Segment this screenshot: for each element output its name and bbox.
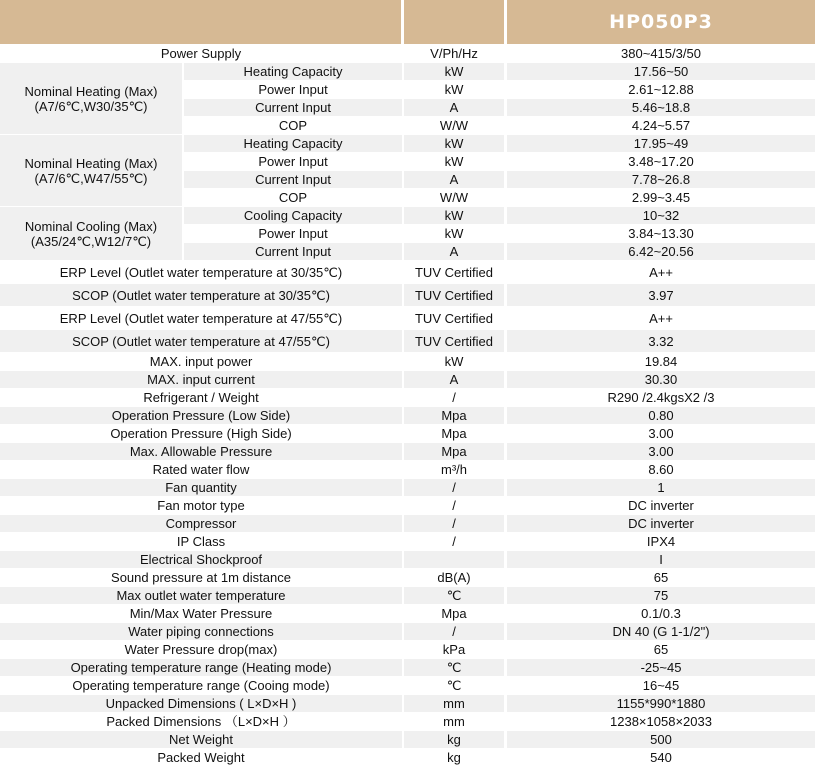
spec-unit: TUV Certified bbox=[414, 310, 494, 326]
spec-label: Operation Pressure (High Side) bbox=[110, 426, 292, 441]
spec-value: 540 bbox=[650, 750, 672, 765]
spec-label: Fan quantity bbox=[0, 479, 402, 496]
spec-label: Max. Allowable Pressure bbox=[0, 443, 402, 460]
spec-label: ERP Level (Outlet water temperature at 30/35℃) bbox=[59, 264, 343, 280]
spec-value: -25~45 bbox=[507, 659, 815, 676]
spec-unit bbox=[404, 551, 504, 568]
spec-value: 10~32 bbox=[507, 207, 815, 224]
spec-value: DC inverter bbox=[507, 515, 815, 532]
spec-unit: Mpa bbox=[441, 426, 467, 441]
spec-label: COP bbox=[278, 118, 308, 133]
spec-label: Compressor bbox=[0, 515, 402, 532]
header-cell-unit bbox=[404, 0, 504, 44]
spec-unit: / bbox=[404, 479, 504, 496]
spec-label: Unpacked Dimensions ( L×D×H ) bbox=[0, 695, 402, 712]
spec-value: R290 /2.4kgsX2 /3 bbox=[607, 390, 715, 405]
spec-unit: mm bbox=[404, 695, 504, 712]
spec-value: I bbox=[507, 551, 815, 568]
spec-unit: Mpa bbox=[404, 407, 504, 424]
spec-label: Packed Weight bbox=[157, 750, 245, 765]
spec-label: Power Input bbox=[258, 226, 328, 241]
spec-unit: A bbox=[404, 99, 504, 116]
spec-value: 75 bbox=[507, 587, 815, 604]
spec-value: A++ bbox=[649, 264, 673, 280]
spec-value: 5.46~18.8 bbox=[507, 99, 815, 116]
spec-unit: / bbox=[404, 623, 504, 640]
spec-unit: kW bbox=[404, 135, 504, 152]
spec-value: 30.30 bbox=[507, 371, 815, 388]
spec-unit: A bbox=[404, 243, 504, 260]
spec-label: MAX. input current bbox=[0, 371, 402, 388]
spec-value: 7.78~26.8 bbox=[507, 171, 815, 188]
spec-unit: TUV Certified bbox=[404, 284, 504, 306]
spec-label: Heating Capacity bbox=[184, 63, 402, 80]
spec-unit: / bbox=[452, 498, 456, 513]
spec-value: 1 bbox=[507, 479, 815, 496]
group-label: Nominal Cooling (Max) (A35/24℃,W12/7℃) bbox=[0, 207, 182, 260]
spec-label: Operating temperature range (Cooing mode) bbox=[72, 678, 330, 693]
spec-unit: ℃ bbox=[404, 659, 504, 676]
spec-label: Refrigerant / Weight bbox=[143, 390, 259, 405]
spec-unit: kPa bbox=[442, 642, 466, 657]
spec-unit: V/Ph/Hz bbox=[430, 45, 478, 61]
spec-label: Water Pressure drop(max) bbox=[124, 642, 278, 657]
spec-label: Electrical Shockproof bbox=[0, 551, 402, 568]
spec-label: Power Input bbox=[258, 82, 328, 97]
spec-value: 4.24~5.57 bbox=[631, 118, 691, 133]
header-cell-label bbox=[0, 0, 401, 44]
spec-label: Current Input bbox=[184, 99, 402, 116]
spec-value: 6.42~20.56 bbox=[507, 243, 815, 260]
spec-value: 65 bbox=[653, 642, 669, 657]
spec-label: ERP Level (Outlet water temperature at 47/55℃) bbox=[59, 310, 343, 326]
spec-value: DC inverter bbox=[628, 498, 694, 513]
spec-unit: ℃ bbox=[404, 587, 504, 604]
spec-unit: Mpa bbox=[404, 443, 504, 460]
spec-value: 8.60 bbox=[648, 462, 674, 477]
spec-label: Packed Dimensions （L×D×H ） bbox=[106, 714, 296, 729]
spec-value: 3.48~17.20 bbox=[628, 154, 694, 169]
spec-unit: / bbox=[452, 390, 456, 405]
spec-unit: kW bbox=[444, 154, 464, 169]
spec-unit: kW bbox=[444, 226, 464, 241]
spec-label: COP bbox=[278, 190, 308, 205]
spec-unit: Mpa bbox=[441, 606, 467, 621]
spec-value: 0.1/0.3 bbox=[641, 606, 681, 621]
spec-unit: W/W bbox=[439, 190, 469, 205]
spec-value: IPX4 bbox=[646, 534, 676, 549]
spec-value: 0.80 bbox=[507, 407, 815, 424]
spec-value: 1155*990*1880 bbox=[507, 695, 815, 712]
spec-unit: W/W bbox=[439, 118, 469, 133]
spec-unit: m³/h bbox=[441, 462, 467, 477]
spec-unit: A bbox=[404, 371, 504, 388]
spec-value: 380~415/3/50 bbox=[621, 45, 701, 61]
spec-label: SCOP (Outlet water temperature at 47/55℃) bbox=[0, 330, 402, 352]
spec-value: 3.32 bbox=[507, 330, 815, 352]
spec-value: 2.99~3.45 bbox=[631, 190, 691, 205]
spec-unit: A bbox=[404, 171, 504, 188]
spec-label: Max outlet water temperature bbox=[0, 587, 402, 604]
spec-label: Sound pressure at 1m distance bbox=[111, 570, 291, 585]
spec-unit: kg bbox=[404, 731, 504, 748]
spec-value: 1238×1058×2033 bbox=[610, 714, 712, 729]
spec-value: 65 bbox=[653, 570, 669, 585]
spec-unit: ℃ bbox=[446, 678, 462, 693]
spec-unit: kW bbox=[404, 63, 504, 80]
header-model: HP050P3 bbox=[507, 0, 815, 44]
spec-label: Min/Max Water Pressure bbox=[129, 606, 273, 621]
spec-unit: kW bbox=[444, 82, 464, 97]
spec-value: 2.61~12.88 bbox=[628, 82, 694, 97]
spec-unit: TUV Certified bbox=[414, 264, 494, 280]
spec-unit: TUV Certified bbox=[404, 330, 504, 352]
spec-label: MAX. input power bbox=[149, 354, 253, 369]
spec-label: Power Supply bbox=[160, 45, 242, 61]
spec-unit: / bbox=[404, 515, 504, 532]
spec-unit: / bbox=[452, 534, 456, 549]
spec-unit: kW bbox=[404, 207, 504, 224]
spec-value: 3.97 bbox=[507, 284, 815, 306]
spec-value: 3.84~13.30 bbox=[628, 226, 694, 241]
group-label: Nominal Heating (Max) (A7/6℃,W47/55℃) bbox=[0, 135, 182, 206]
spec-value: DN 40 (G 1-1/2") bbox=[507, 623, 815, 640]
spec-label: Water piping connections bbox=[0, 623, 402, 640]
spec-value: A++ bbox=[649, 310, 673, 326]
spec-label: Current Input bbox=[184, 171, 402, 188]
spec-label: Cooling Capacity bbox=[184, 207, 402, 224]
spec-unit: dB(A) bbox=[437, 570, 471, 585]
spec-unit: mm bbox=[443, 714, 465, 729]
spec-unit: kW bbox=[444, 354, 464, 369]
spec-label: Net Weight bbox=[0, 731, 402, 748]
spec-value: 3.00 bbox=[648, 426, 674, 441]
spec-label: IP Class bbox=[176, 534, 226, 549]
spec-label: Power Input bbox=[258, 154, 328, 169]
spec-label: Fan motor type bbox=[157, 498, 245, 513]
spec-value: 3.00 bbox=[507, 443, 815, 460]
spec-unit: kg bbox=[447, 750, 461, 765]
spec-label: SCOP (Outlet water temperature at 30/35℃) bbox=[0, 284, 402, 306]
spec-value: 17.95~49 bbox=[507, 135, 815, 152]
spec-value: 19.84 bbox=[644, 354, 678, 369]
spec-label: Operation Pressure (Low Side) bbox=[0, 407, 402, 424]
spec-value: 16~45 bbox=[642, 678, 680, 693]
group-label: Nominal Heating (Max) (A7/6℃,W30/35℃) bbox=[0, 63, 182, 134]
spec-label: Rated water flow bbox=[152, 462, 250, 477]
spec-label: Operating temperature range (Heating mode) bbox=[0, 659, 402, 676]
spec-label: Current Input bbox=[184, 243, 402, 260]
spec-value: 500 bbox=[507, 731, 815, 748]
spec-value: 17.56~50 bbox=[507, 63, 815, 80]
spec-label: Heating Capacity bbox=[184, 135, 402, 152]
